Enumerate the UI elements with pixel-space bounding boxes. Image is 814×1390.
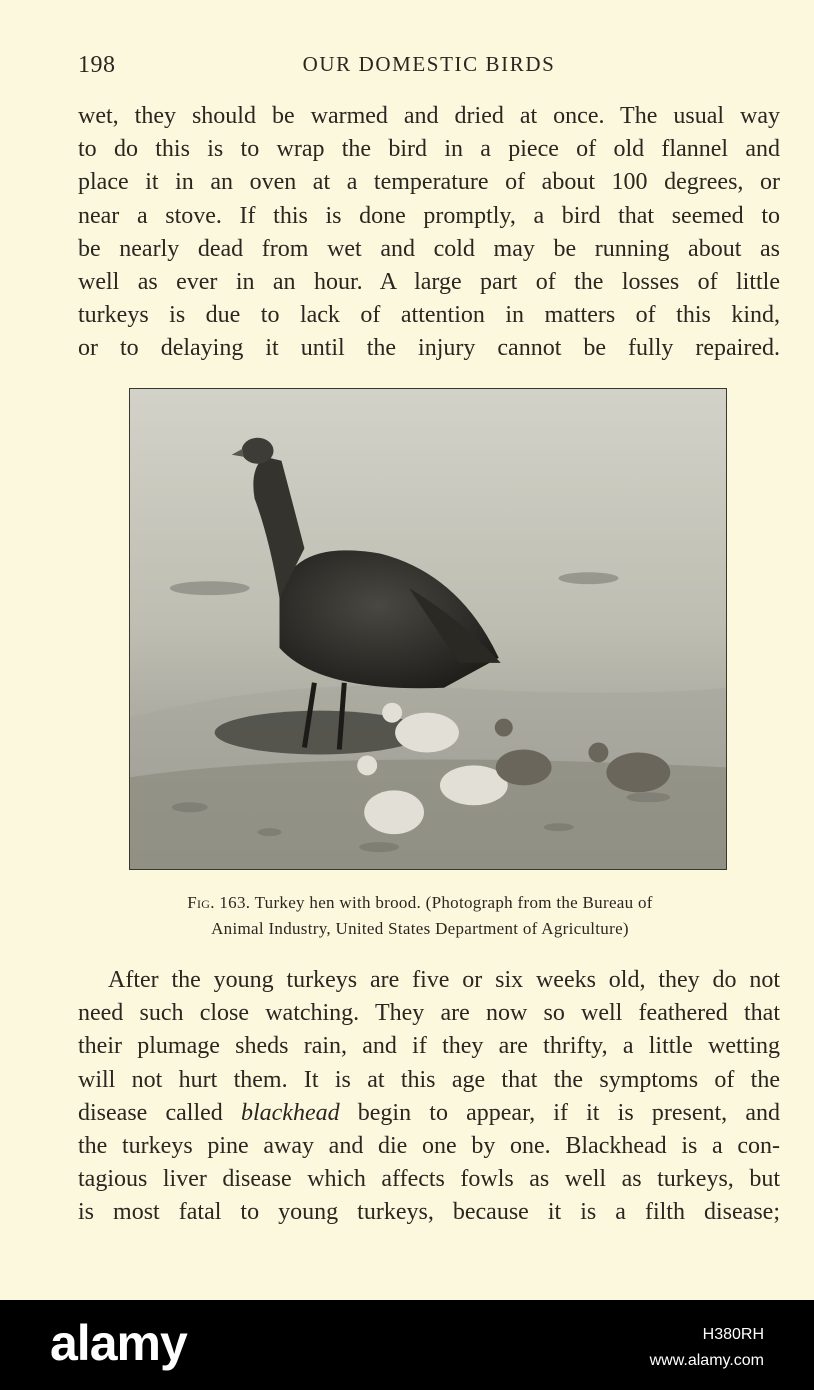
figure-caption [100,890,740,942]
text-run: disease called [78,1099,241,1126]
text-line: is most fatal to young turkeys, because it is a filth disease; [78,1199,780,1226]
caption-text: Turkey hen with brood. (Photograph from the Bureau of [254,893,653,912]
image-id: H380RH [702,1326,764,1343]
text-line: well as ever in an hour. A large part of the losses of little [78,269,780,296]
figure-label: Fig. 163. [187,893,251,912]
text-line: tagious liver disease which affects fowls as well as turkeys, but [78,1166,780,1193]
alamy-logo: alamy [50,1315,187,1371]
text-line: to do this is to wrap the bird in a piece of old flannel and [78,136,780,163]
stock-footer [0,1300,814,1390]
caption-line [100,890,740,916]
text-run: begin to appear, if it is present, and [339,1099,780,1126]
page-number: 198 [78,52,116,78]
turkey-hen-with-brood-illustration [130,389,726,869]
text-line: or to delaying it until the injury cannot be fully repaired. [78,335,780,362]
text-line: wet, they should be warmed and dried at once. The usual way [78,103,780,129]
caption-line: Animal Industry, United States Department of Agriculture) [211,919,629,938]
text-line: After the young turkeys are five or six weeks old, they do not [108,967,780,993]
text-line: place it in an oven at a temperature of about 100 degrees, or [78,169,780,196]
text-line: near a stove. If this is done promptly, a bird that seemed to [78,202,780,229]
text-line: turkeys is due to lack of attention in matters of this kind, [78,302,780,329]
site-url: www.alamy.com [649,1352,764,1369]
italic-term: blackhead [240,1099,340,1126]
turkey-photograph [129,388,727,870]
page-header [78,52,780,86]
image-credit [650,1322,764,1374]
paragraph-2 [78,964,780,1230]
text-line [78,1097,780,1130]
text-line: need such close watching. They are now so well feathered that [78,1000,780,1027]
paragraph-1 [78,100,780,366]
text-line: the turkeys pine away and die one by one. Blackhead is a con- [78,1133,780,1160]
running-head: OUR DOMESTIC BIRDS [302,52,556,76]
text-line: be nearly dead from wet and cold may be running about as [78,235,780,262]
text-line: will not hurt them. It is at this age that the symptoms of the [78,1066,780,1093]
text-line: their plumage sheds rain, and if they are thrifty, a little wetting [78,1033,780,1060]
